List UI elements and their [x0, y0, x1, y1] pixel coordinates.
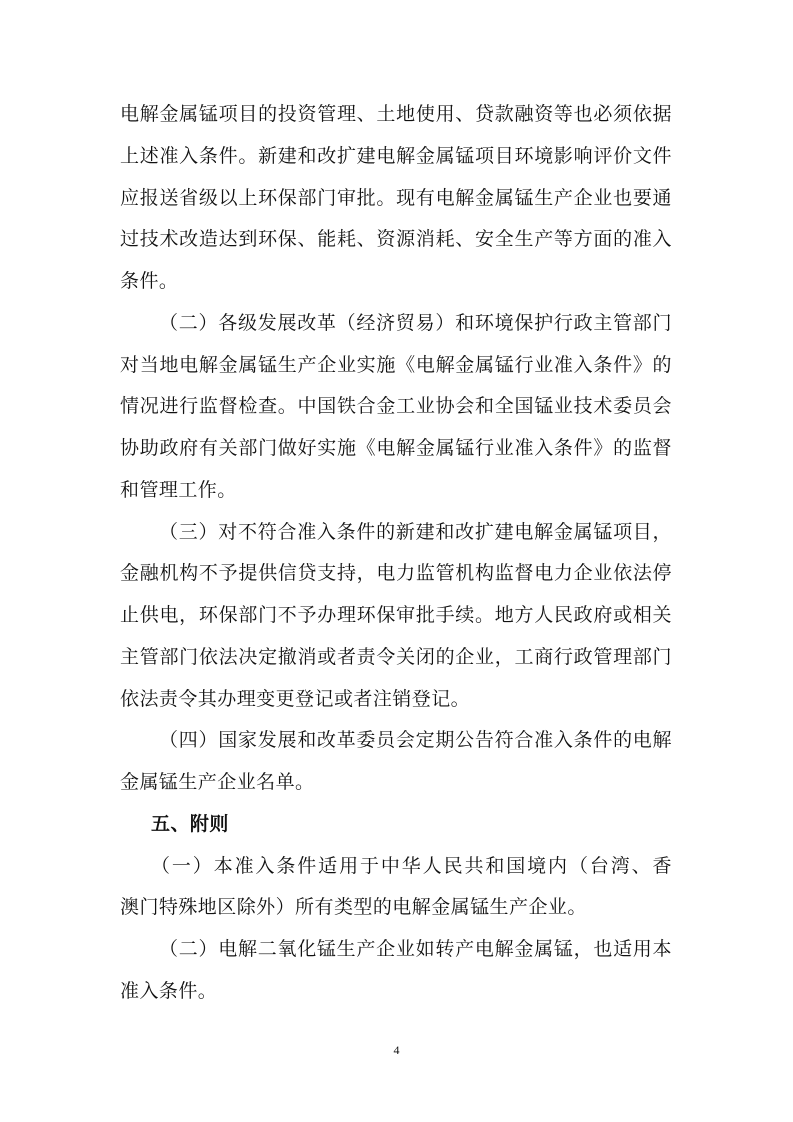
- paragraph: [120, 303, 672, 512]
- paragraph: [120, 94, 672, 303]
- text-line: 依法责令其办理变更登记或者注销登记。: [120, 687, 471, 710]
- text-line: （四）国家发展和改革委员会定期公告符合准入条件的电解: [159, 729, 672, 752]
- page-body: [120, 94, 672, 1013]
- text-line: 主管部门依法决定撤消或者责令关闭的企业，工商行政管理部门: [120, 645, 672, 668]
- page-number: 4: [393, 1043, 400, 1057]
- text-line: 金属锰生产企业名单。: [120, 771, 315, 793]
- paragraph: [120, 846, 672, 930]
- text-line: （二）电解二氧化锰生产企业如转产电解金属锰，也适用本: [159, 938, 672, 960]
- text-line: 澳门特殊地区除外）所有类型的电解金属锰生产企业。: [120, 896, 587, 919]
- section-heading: 五、附则: [151, 812, 229, 835]
- text-line: （三）对不符合准入条件的新建和改扩建电解金属锰项目，: [159, 520, 672, 543]
- text-line: 应报送省级以上环保部门审批。现有电解金属锰生产企业也要通: [120, 186, 672, 209]
- text-line: 协助政府有关部门做好实施《电解金属锰行业准入条件》的监督: [120, 437, 672, 459]
- paragraph: [120, 512, 672, 721]
- text-line: 条件。: [120, 270, 179, 292]
- text-line: 对当地电解金属锰生产企业实施《电解金属锰行业准入条件》的: [120, 353, 672, 376]
- text-line: 电解金属锰项目的投资管理、土地使用、贷款融资等也必须依据: [120, 103, 672, 125]
- paragraph: [120, 929, 672, 1013]
- text-line: （二）各级发展改革（经济贸易）和环境保护行政主管部门: [159, 311, 672, 334]
- text-line: 上述准入条件。新建和改扩建电解金属锰项目环境影响评价文件: [120, 144, 672, 167]
- text-line: （一）本准入条件适用于中华人民共和国境内（台湾、香: [151, 854, 672, 877]
- text-line: 准入条件。: [120, 979, 218, 1002]
- text-line: 止供电，环保部门不予办理环保审批手续。地方人民政府或相关: [120, 604, 672, 626]
- text-line: 和管理工作。: [120, 478, 237, 501]
- text-line: 情况进行监督检查。中国铁合金工业协会和全国锰业技术委员会: [120, 395, 672, 418]
- text-line: 金融机构不予提供信贷支持，电力监管机构监督电力企业依法停: [120, 562, 672, 585]
- paragraph: [120, 720, 672, 804]
- text-line: 过技术改造达到环保、能耗、资源消耗、安全生产等方面的准入: [120, 228, 672, 251]
